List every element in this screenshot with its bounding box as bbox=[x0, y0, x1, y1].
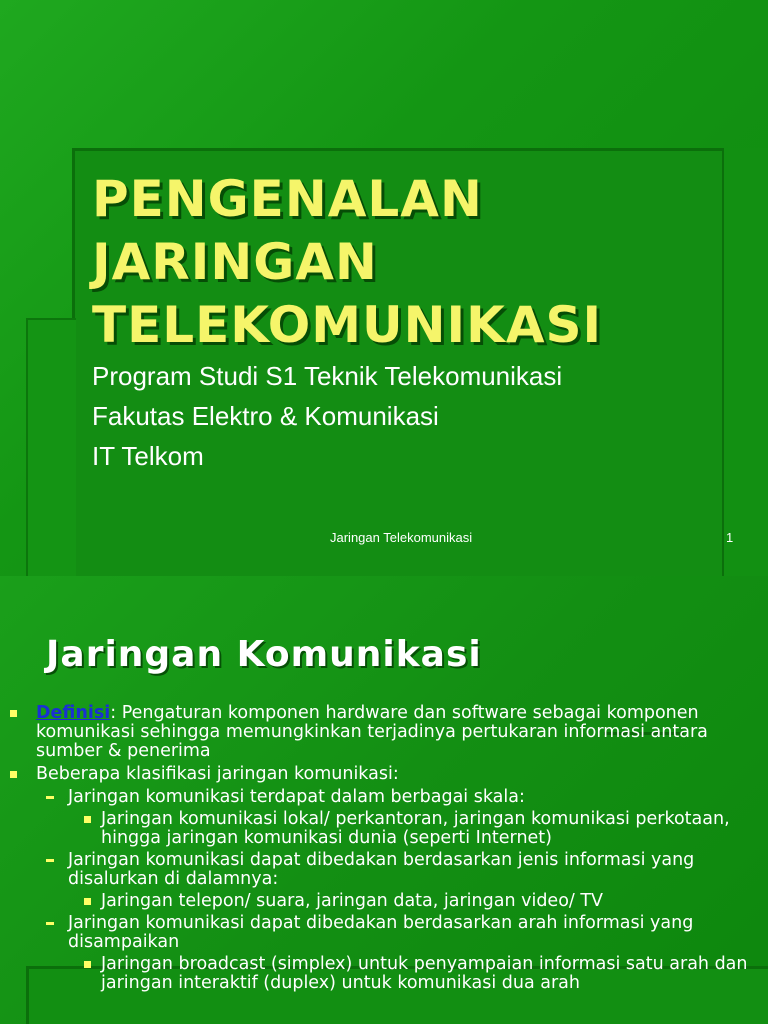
square-bullet-icon bbox=[84, 810, 91, 829]
slide-1-title: PENGENALAN JARINGAN TELEKOMUNIKASI bbox=[92, 170, 603, 354]
list-item bbox=[6, 892, 766, 911]
list-item-text: Jaringan broadcast (simplex) untuk penyampaian informasi satu arah dan jaringan interaktif (duplex) untuk komunikasi dua arah bbox=[101, 954, 748, 993]
list-item bbox=[6, 810, 766, 848]
slide-number: 1 bbox=[726, 530, 734, 545]
dash-bullet-icon bbox=[46, 788, 54, 807]
subtitle-line: Fakutas Elektro & Komunikasi bbox=[92, 401, 439, 431]
dash-bullet-icon bbox=[46, 851, 54, 870]
slide-footer: Jaringan Telekomunikasi bbox=[330, 530, 473, 545]
definition-term: Definisi bbox=[36, 703, 111, 723]
slide-2-title: Jaringan Komunikasi bbox=[46, 634, 482, 675]
list-item-text: Jaringan komunikasi dapat dibedakan berdasarkan arah informasi yang disampaikan bbox=[68, 913, 694, 952]
list-item-text: Beberapa klasifikasi jaringan komunikasi: bbox=[36, 764, 399, 784]
definition-text: : Pengaturan komponen hardware dan software sebagai komponen komunikasi sehingga memungkinkan terjadinya pertukaran informasi antara sumber & penerima bbox=[36, 703, 708, 761]
decor-panel-left bbox=[26, 318, 76, 576]
list-item bbox=[6, 765, 766, 784]
list-item bbox=[6, 914, 766, 952]
list-item-text: Jaringan komunikasi lokal/ perkantoran, jaringan komunikasi perkotaan, hingga jaringan komunikasi dunia (seperti Internet) bbox=[101, 809, 730, 848]
slide-1-subtitle bbox=[92, 356, 562, 476]
list-item-text: Jaringan telepon/ suara, jaringan data, jaringan video/ TV bbox=[101, 891, 604, 911]
square-bullet-icon bbox=[84, 955, 91, 974]
square-bullet-icon bbox=[10, 704, 17, 723]
bullet-list bbox=[6, 704, 766, 996]
list-item bbox=[6, 788, 766, 807]
dash-bullet-icon bbox=[46, 914, 54, 933]
slide-2 bbox=[0, 576, 768, 1024]
subtitle-line: IT Telkom bbox=[92, 441, 204, 471]
list-item-text: Jaringan komunikasi dapat dibedakan berdasarkan jenis informasi yang disalurkan di dalamnya: bbox=[68, 850, 695, 889]
list-item bbox=[6, 851, 766, 889]
list-item bbox=[6, 704, 766, 761]
square-bullet-icon bbox=[10, 765, 17, 784]
list-item bbox=[6, 955, 766, 993]
square-bullet-icon bbox=[84, 892, 91, 911]
decor-panel-right bbox=[722, 148, 768, 576]
subtitle-line: Program Studi S1 Teknik Telekomunikasi bbox=[92, 361, 563, 391]
list-item-text: Jaringan komunikasi terdapat dalam berbagai skala: bbox=[68, 787, 525, 807]
